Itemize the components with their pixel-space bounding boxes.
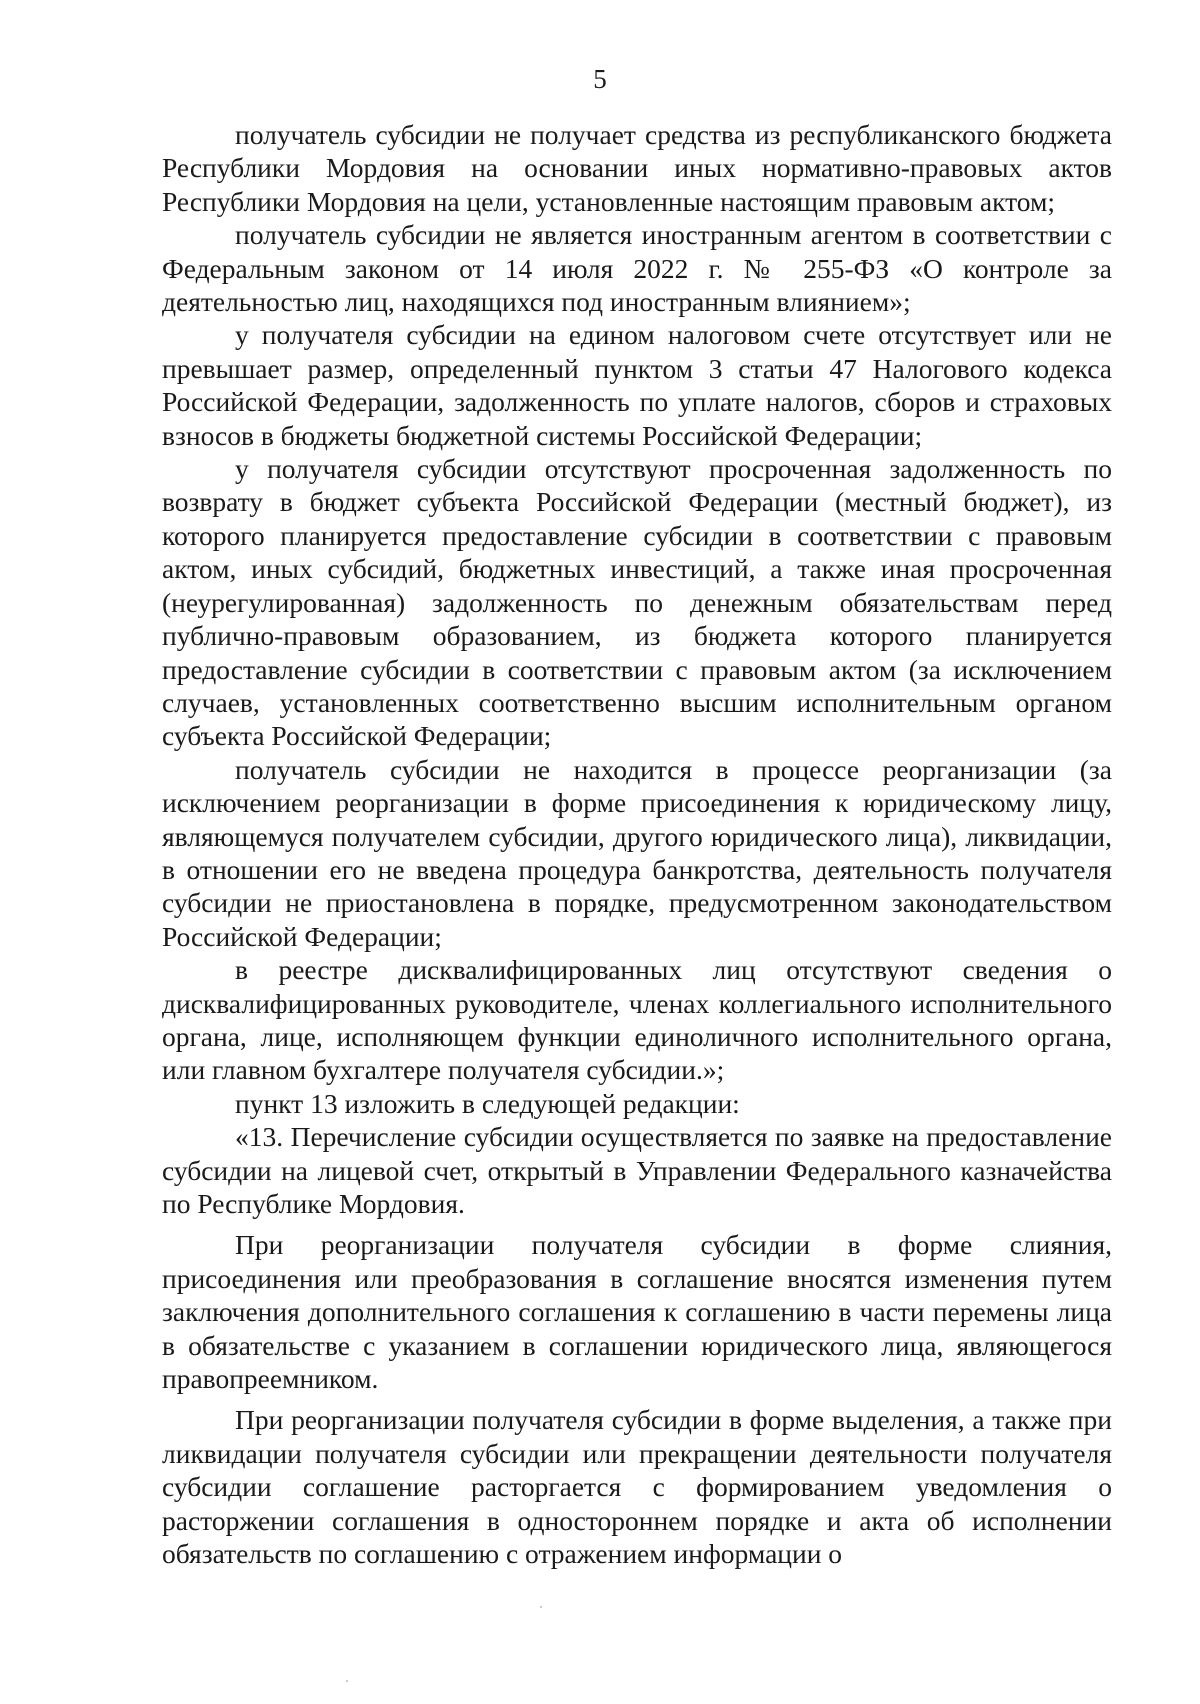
- paragraph-not-foreign-agent: получатель субсидии не является иностранным агентом в соответствии с Федеральным законом от 14 июля 2022 г. № 255-ФЗ «О контроле за деятельностью лиц, находящихся под иностранным влиянием»;: [162, 219, 1112, 318]
- paragraph-overdue-debt: у получателя субсидии отсутствуют просроченная задолженность по возврату в бюджет субъекта Российской Федерации (местный бюджет), из которого планируется предоставление субсидии в соответствии с правовым актом, иных субсидий, бюджетных инвестиций, а также иная просроченная (неурегулированная) задолженность по денежным обязательствам перед публично-правовым образованием, из бюджета которого планируется предоставление субсидии в соответствии с правовым актом (за исключением случаев, установленных соответственно высшим исполнительным органом субъекта Российской Федерации;: [162, 453, 1112, 752]
- paragraph-tax-debt: у получателя субсидии на едином налоговом счете отсутствует или не превышает размер, определенный пунктом 3 статьи 47 Налогового кодекса Российской Федерации, задолженность по уплате налогов, сборов и страховых взносов в бюджеты бюджетной системы Российской Федерации;: [162, 319, 1112, 451]
- paragraph-clause-13-transfer: «13. Перечисление субсидии осуществляется по заявке на предоставление субсидии на лицевой счет, открытый в Управлении Федерального казначейства по Республике Мордовия.: [162, 1121, 1112, 1219]
- paragraph-merger-reorganization: При реорганизации получателя субсидии в форме слияния, присоединения или преобразования в соглашение вносятся изменения путем заключения дополнительного соглашения к соглашению в части перемены лица в обязательстве с указанием в соглашении юридического лица, являющегося правопреемником.: [162, 1229, 1112, 1395]
- document-body: [162, 118, 1112, 1570]
- scan-speck: [346, 1680, 348, 1682]
- paragraph-clause-13-intro: пункт 13 изложить в следующей редакции:: [235, 1087, 740, 1119]
- paragraph-reorganization: получатель субсидии не находится в процессе реорганизации (за исключением реорганизации в форме присоединения к юридическому лицу, являющемуся получателем субсидии, другого юридического лица), ликвидации, в отношении его не введена процедура банкротства, деятельность получателя субсидии не приостановлена в порядке, предусмотренном законодательством Российской Федерации;: [162, 753, 1112, 952]
- paragraph-disqualified-persons: в реестре дисквалифицированных лиц отсутствуют сведения о дисквалифицированных руководителе, членах коллегиального исполнительного органа, лице, исполняющем функции единоличного исполнительного органа, или главном бухгалтере получателя субсидии.»;: [162, 954, 1112, 1086]
- paragraph-spin-off-liquidation: При реорганизации получателя субсидии в форме выделения, а также при ликвидации получателя субсидии или прекращении деятельности получателя субсидии соглашение расторгается с формированием уведомления о расторжении соглашения в одностороннем порядке и акта об исполнении обязательств по соглашению с отражением информации о: [162, 1404, 1112, 1570]
- paragraph-no-other-funds: получатель субсидии не получает средства из республиканского бюджета Республики Мордовия на основании иных нормативно-правовых актов Республики Мордовия на цели, установленные настоящим правовым актом;: [162, 119, 1112, 217]
- scan-speck: [540, 1606, 542, 1608]
- page-number: 5: [593, 64, 607, 94]
